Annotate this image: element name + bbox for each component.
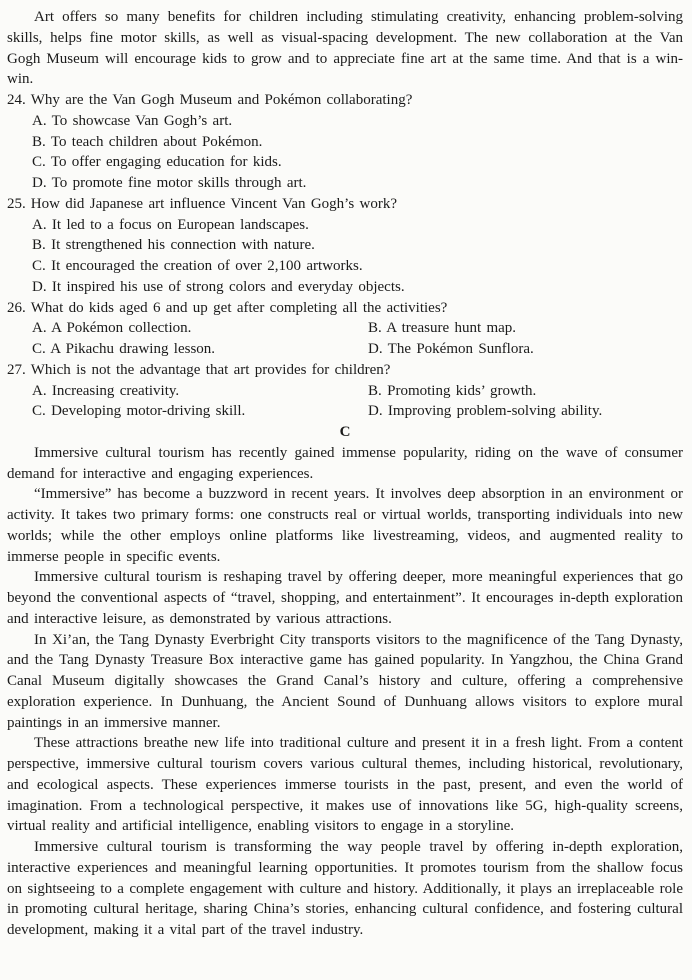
question-25-text: How did Japanese art influence Vincent Van Gogh’s work? bbox=[30, 195, 398, 212]
section-c-paragraph-6: Immersive cultural tourism is transforming the way people travel by offering in-depth exploration, interactive experiences and meaningful learning opportunities. It promotes tourism from the shallow focus on sightseeing to a complete engagement with culture and history. Additionally, it plays an irreplaceable role in promoting cultural heritage, sharing China’s stories, enhancing cultural confidence, and fostering cultural development, making it a vital part of the travel industry. bbox=[7, 839, 683, 938]
question-26-text: What do kids aged 6 and up get after completing all the activities? bbox=[30, 299, 448, 316]
question-25-number: 25. bbox=[7, 195, 26, 212]
question-27-option-c: C. Developing motor-driving skill. bbox=[32, 403, 246, 420]
question-27-text: Which is not the advantage that art provides for children? bbox=[30, 361, 391, 378]
question-26-option-b: B. A treasure hunt map. bbox=[368, 320, 517, 337]
question-24-number: 24. bbox=[7, 92, 26, 108]
question-24-option-a: A. To showcase Van Gogh’s art. bbox=[32, 112, 233, 129]
section-c-label: C bbox=[339, 424, 351, 440]
question-27-option-b: B. Promoting kids’ growth. bbox=[368, 382, 537, 399]
question-26-option-d: D. The Pokémon Sunflora. bbox=[368, 341, 534, 357]
question-26-option-c: C. A Pikachu drawing lesson. bbox=[32, 341, 216, 357]
question-25-option-b: B. It strengthened his connection with nature. bbox=[32, 237, 315, 254]
question-25-option-c: C. It encouraged the creation of over 2,100 artworks. bbox=[32, 258, 363, 274]
question-24 bbox=[7, 90, 683, 194]
section-c-paragraph-5: These attractions breathe new life into traditional culture and present it in a fresh light. From a content perspective, immersive cultural tourism covers various cultural themes, including historical, revolutionary, and ecological aspects. These experiences immerse tourists in the past, present, and even the world of imagination. From a technological perspective, it makes use of innovations like 5G, high-quality screens, virtual reality and artificial intelligence, enabling visitors to engage in a storyline. bbox=[7, 735, 683, 835]
question-24-option-b: B. To teach children about Pokémon. bbox=[32, 133, 263, 150]
question-27-option-a: A. Increasing creativity. bbox=[32, 382, 180, 399]
section-c-paragraph-2: “Immersive” has become a buzzword in recent years. It involves deep absorption in an environment or activity. It takes two primary forms: one constructs real or virtual worlds, transporting individuals into new worlds; while the other employs online platforms like livestreaming, videos, and augmented reality to immerse people in specific events. bbox=[7, 486, 683, 565]
question-25-stem bbox=[7, 194, 683, 215]
question-25 bbox=[7, 194, 683, 298]
section-c-paragraph-3: Immersive cultural tourism is reshaping travel by offering deeper, more meaningful experiences that go beyond the conventional aspects of “travel, shopping, and entertainment”. It encourages in-depth exploration and interactive leisure, as demonstrated by various attractions. bbox=[7, 569, 683, 627]
question-27 bbox=[7, 360, 683, 422]
question-26 bbox=[7, 298, 683, 360]
question-24-option-d: D. To promote fine motor skills through art. bbox=[32, 175, 307, 191]
question-26-option-a: A. A Pokémon collection. bbox=[32, 320, 192, 337]
question-24-stem bbox=[7, 90, 683, 111]
question-27-options bbox=[7, 381, 683, 423]
question-26-stem bbox=[7, 298, 683, 319]
question-24-text: Why are the Van Gogh Museum and Pokémon collaborating? bbox=[30, 92, 413, 108]
section-c-paragraph-4: In Xi’an, the Tang Dynasty Everbright City transports visitors to the magnificence of the Tang Dynasty, and the Tang Dynasty Treasure Box interactive game has gained popularity. In Yangzhou, the China Grand Canal Museum digitally showcases the Grand Canal’s history and culture, offering a comprehensive exploration experience. In Dunhuang, the Ancient Sound of Dunhuang allows visitors to explore mural paintings in an immersive manner. bbox=[7, 631, 683, 731]
passage-b-final-paragraph: Art offers so many benefits for children including stimulating creativity, enhancing problem-solving skills, helps fine motor skills, as well as visual-spacing development. The new collaboration at the Van Gogh Museum will encourage kids to grow and to appreciate fine art at the same time. And that is a win-win. bbox=[7, 9, 683, 88]
section-c-paragraph-1: Immersive cultural tourism has recently gained immense popularity, riding on the wave of consumer demand for interactive and engaging experiences. bbox=[7, 444, 683, 482]
question-25-option-a: A. It led to a focus on European landscapes. bbox=[32, 216, 309, 233]
question-26-options bbox=[7, 318, 683, 360]
question-27-stem bbox=[7, 360, 683, 381]
question-25-option-d: D. It inspired his use of strong colors and everyday objects. bbox=[32, 278, 405, 295]
question-24-option-c: C. To offer engaging education for kids. bbox=[32, 154, 282, 171]
question-27-number: 27. bbox=[7, 361, 26, 378]
question-27-option-d: D. Improving problem-solving ability. bbox=[368, 403, 603, 420]
question-26-number: 26. bbox=[7, 299, 26, 316]
